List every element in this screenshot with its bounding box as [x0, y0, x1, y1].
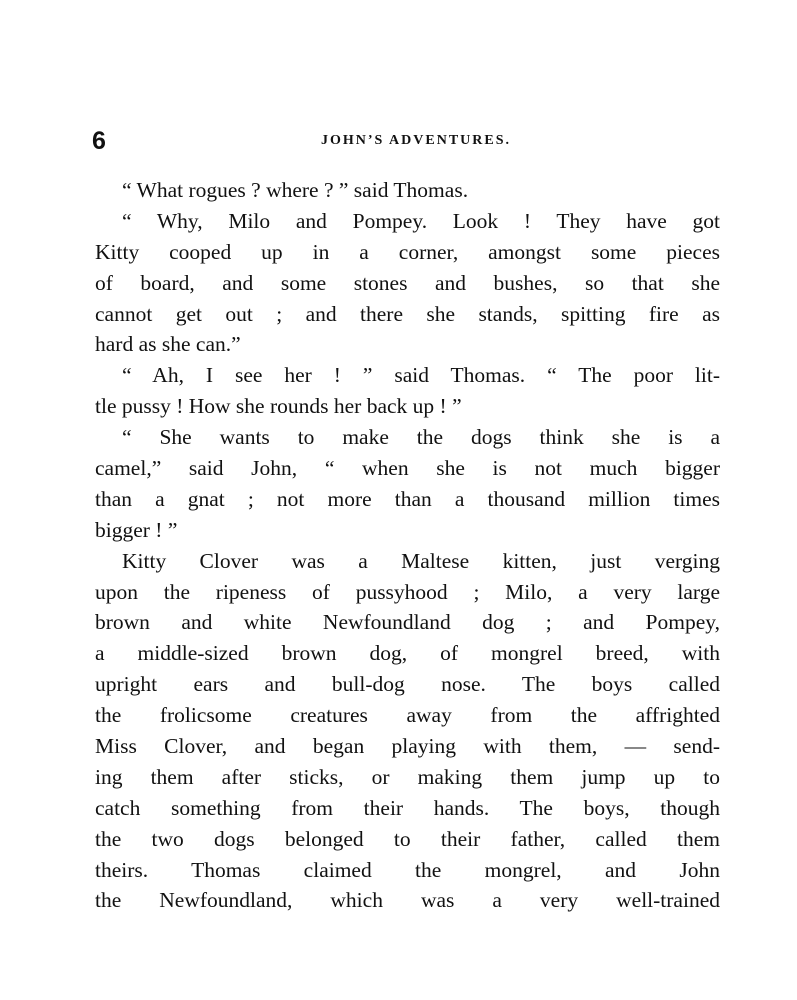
running-title: JOHN’S ADVENTURES.: [320, 133, 512, 148]
page-header: [92, 126, 722, 156]
text-line: the frolicsome creatures away from the affrighted: [95, 703, 720, 728]
text-line: catch something from their hands. The boys, though: [95, 795, 720, 820]
text-line: “ Why, Milo and Pompey. Look ! They have got: [122, 208, 720, 233]
text-line: ing them after sticks, or making them jump up to: [95, 764, 720, 789]
text-line: “ She wants to make the dogs think she is a: [122, 425, 720, 450]
text-line: Kitty Clover was a Maltese kitten, just verging: [122, 548, 720, 573]
text-line: bigger ! ”: [95, 517, 178, 542]
text-line: the two dogs belonged to their father, called them: [95, 826, 720, 851]
text-line: Kitty cooped up in a corner, amongst some pieces: [95, 239, 720, 264]
text-line: upon the ripeness of pussyhood ; Milo, a very large: [95, 579, 720, 604]
text-line: tle pussy ! How she rounds her back up ! ”: [95, 394, 462, 419]
text-line: a middle-sized brown dog, of mongrel breed, with: [95, 641, 720, 666]
text-line: hard as she can.”: [95, 332, 241, 357]
page-number: 6: [92, 127, 106, 155]
text-line: brown and white Newfoundland dog ; and Pompey,: [95, 610, 720, 635]
text-line: of board, and some stones and bushes, so that she: [95, 270, 720, 295]
text-line: cannot get out ; and there she stands, spitting fire as: [95, 301, 720, 326]
text-line: “ Ah, I see her ! ” said Thomas. “ The poor lit-: [122, 363, 720, 388]
text-line: “ What rogues ? where ? ” said Thomas.: [122, 178, 469, 202]
text-line: Miss Clover, and began playing with them, — send-: [95, 734, 720, 759]
text-line: the Newfoundland, which was a very well-trained: [95, 888, 720, 913]
text-line: camel,” said John, “ when she is not much bigger: [95, 456, 720, 481]
text-line: theirs. Thomas claimed the mongrel, and John: [95, 857, 720, 882]
body-text: [95, 175, 720, 915]
text-line: than a gnat ; not more than a thousand million times: [95, 486, 720, 511]
text-line: upright ears and bull-dog nose. The boys called: [95, 672, 720, 697]
